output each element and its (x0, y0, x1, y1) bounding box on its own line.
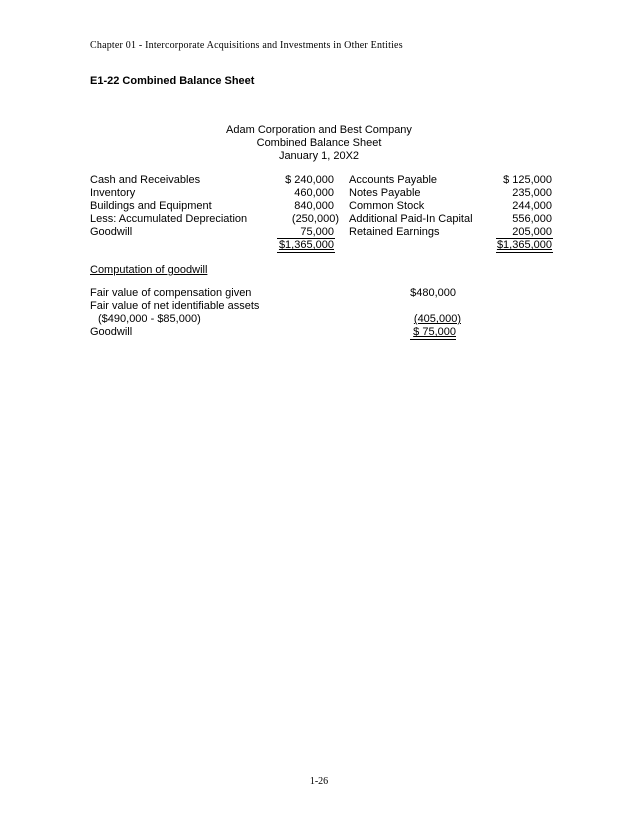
equity-label: Common Stock (349, 200, 425, 212)
goodwill-double-rule (410, 339, 456, 340)
liability-label: Notes Payable (349, 187, 421, 199)
asset-amount: 840,000 (294, 200, 334, 212)
equity-label: Retained Earnings (349, 226, 440, 238)
goodwill-row-label: Fair value of net identifiable assets (90, 300, 260, 312)
assets-total-double-rule (277, 252, 335, 253)
asset-label: Goodwill (90, 226, 133, 238)
asset-amount: 75,000 (300, 226, 334, 238)
goodwill-row-label: Goodwill (90, 326, 133, 338)
asset-label: Cash and Receivables (90, 174, 201, 186)
equity-label: Additional Paid-In Capital (349, 213, 473, 225)
goodwill-row-amount: $ 75,000 (413, 326, 456, 338)
asset-label: Buildings and Equipment (90, 200, 212, 212)
page-number: 1-26 (309, 776, 329, 787)
statement-title: Combined Balance Sheet (256, 137, 382, 149)
statement-date: January 1, 20X2 (278, 150, 360, 162)
goodwill-heading: Computation of goodwill (90, 264, 208, 276)
asset-amount: (250,000) (291, 213, 339, 225)
liability-amount: 235,000 (512, 187, 552, 199)
goodwill-row-label: Fair value of compensation given (90, 287, 252, 299)
asset-label: Less: Accumulated Depreciation (90, 213, 248, 225)
equity-amount: 244,000 (512, 200, 552, 212)
goodwill-row-amount: (405,000) (413, 313, 461, 325)
liability-label: Accounts Payable (349, 174, 438, 186)
goodwill-row-label: ($490,000 - $85,000) (98, 313, 201, 325)
liabilities-total-double-rule (496, 252, 553, 253)
liabilities-equity-total: $1,365,000 (496, 239, 552, 251)
statement-company: Adam Corporation and Best Company (226, 124, 412, 136)
liability-amount: $ 125,000 (503, 174, 552, 186)
asset-label: Inventory (90, 187, 136, 199)
equity-amount: 205,000 (512, 226, 552, 238)
asset-amount: 460,000 (294, 187, 334, 199)
equity-amount: 556,000 (512, 213, 552, 225)
goodwill-row-amount: $480,000 (410, 287, 456, 299)
chapter-header: Chapter 01 - Intercorporate Acquisitions and Investments in Other Entities (90, 40, 403, 51)
asset-amount: $ 240,000 (285, 174, 334, 186)
assets-total: $1,365,000 (278, 239, 334, 251)
exercise-title: E1-22 Combined Balance Sheet (90, 75, 255, 87)
